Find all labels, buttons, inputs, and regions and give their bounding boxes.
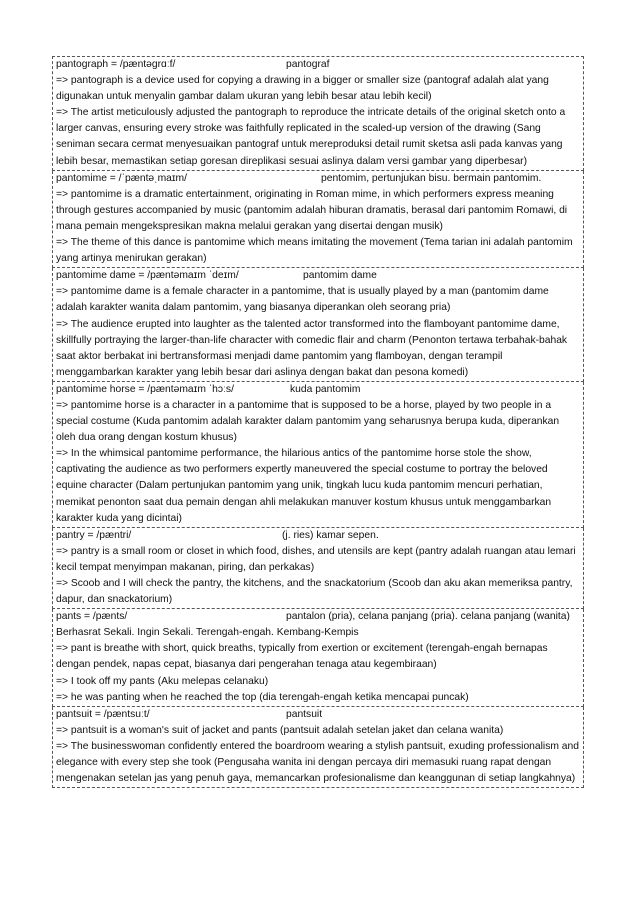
vocab-entry-pantomime-horse <box>52 382 584 528</box>
entry-term: pantomime dame = /pæntəmaɪm ˈdeɪm/ <box>56 270 239 282</box>
entry-example: => In the whimsical pantomime performance, the hilarious antics of the pantomime horse stole the show, captivating the audience as two performers expertly maneuvered the special costume to portray the beloved equine character (Dalam pertunjukan pantomim yang unik, tingkah lucu kuda pantomim mencuri perhatian, memikat penonton saat dua pemain dengan ahli melakukan manuver kostum khusus untuk menggambarkan karakter kuda yang dicintai) <box>56 448 552 524</box>
entry-example: => The businesswoman confidently entered the boardroom wearing a stylish pantsuit, exuding professionalism and elegance with every step she took (Pengusaha wanita ini dengan percaya diri memasuki ruang rapat dengan mengenakan setelan jas yang penuh gaya, memancarkan profesionalisme dan keanggunan di setiap langkahnya) <box>56 740 579 785</box>
vocab-entry-pantograph <box>52 56 584 171</box>
entry-translation: pantograf <box>286 59 330 70</box>
entry-heading <box>56 268 580 284</box>
entry-definition: => pantomime dame is a female character in a pantomime, that is usually played by a man (pantomim dame adalah karakter wanita dalam pantomim, yang biasanya diperankan oleh seorang pria) <box>56 286 549 314</box>
entry-translation: pantomim dame <box>303 270 377 282</box>
entry-term: pantomime = /ˈpæntəˌmaɪm/ <box>56 172 187 184</box>
entry-term: pantsuit = /pæntsuːt/ <box>56 708 150 720</box>
entry-term: pantograph = /pæntəgrɑːf/ <box>56 59 176 70</box>
entry-definition: => pant is breathe with short, quick breaths, typically from exertion or excitement (terengah-engah bernapas dengan pendek, napas cepat, biasanya dari pengerahan tenaga atau kegembiraan) <box>56 643 548 671</box>
entry-meaning: Berhasrat Sekali. Ingin Sekali. Terengah-engah. Kembang-Kempis <box>56 627 359 639</box>
vocab-entry-pantomime-dame <box>52 268 584 382</box>
vocabulary-page <box>52 56 584 788</box>
entry-example: => The audience erupted into laughter as the talented actor transformed into the flamboyant pantomime dame, skillfully portraying the larger-than-life character with comedic flair and charm (Penonton tertawa terbahak-bahak saat aktor berbakat ini bertransformasi menjadi dame pantomim yang flamboyan, dengan terampil menggambarkan karakter yang lebih besar dari aslinya dengan bakat dan pesona komedi) <box>56 318 568 378</box>
entry-translation: pentomim, pertunjukan bisu. bermain pantomim. <box>321 172 542 184</box>
entry-translation: (j. ries) kamar sepen. <box>282 529 379 541</box>
entry-heading <box>56 171 580 187</box>
entry-translation: pantsuit <box>286 708 323 720</box>
entry-definition: => pantograph is a device used for copying a drawing in a bigger or smaller size (pantograf adalah alat yang digunakan untuk menyalin gambar dalam ukuran yang lebih besar atau lebih kecil) <box>56 75 549 103</box>
entry-definition: => pantomime is a dramatic entertainment, originating in Roman mime, in which performers express meaning through gestures accompanied by music (pantomim adalah hiburan dramatis, berasal dari pantomim Romawi, di mana pemain mengekspresikan makna melalui gerakan yang disertai dengan musik) <box>56 188 568 232</box>
entry-term: pantomime horse = /pæntəmaɪm ˈhɔːs/ <box>56 383 234 395</box>
entry-example: => I took off my pants (Aku melepas celanaku) <box>56 675 269 687</box>
entry-example: => Scoob and I will check the pantry, the kitchens, and the snackatorium (Scoob dan aku akan memeriksa pantry, dapur, dan snackatorium) <box>56 578 573 606</box>
entry-example: => he was panting when he reached the top (dia terengah-engah ketika mencapai puncak) <box>56 691 469 703</box>
entry-heading <box>56 528 580 544</box>
entry-example: => The artist meticulously adjusted the pantograph to reproduce the intricate details of the original sketch onto a larger canvas, ensuring every stroke was faithfully replicated in the scaled-up version of the drawing (Sang seniman secara cermat menyesuaikan pantograf untuk mereproduksi detail rumit sketsa asli pada kanvas yang lebih besar, memastikan setiap goresan direplikasi sesuai aslinya dalam versi gambar yang diperbesar) <box>56 107 566 167</box>
entry-translation: kuda pantomim <box>290 383 361 395</box>
entry-translation: pantalon (pria), celana panjang (pria). celana panjang (wanita) <box>286 611 570 623</box>
entry-heading <box>56 707 580 723</box>
entry-heading <box>56 57 580 73</box>
entry-definition: => pantomime horse is a character in a pantomime that is supposed to be a horse, played by two people in a special costume (Kuda pantomim adalah karakter dalam pantomim yang seharusnya berupa kuda, diperankan oleh dua orang dengan kostum khusus) <box>56 399 560 444</box>
entry-heading <box>56 609 580 625</box>
vocab-entry-pantry <box>52 528 584 609</box>
entry-definition: => pantry is a small room or closet in which food, dishes, and utensils are kept (pantry adalah ruangan atau lemari kecil tempat menyimpan makanan, piring, dan perkakas) <box>56 545 576 573</box>
entry-term: pants = /pænts/ <box>56 611 128 623</box>
vocab-entry-pantsuit <box>52 707 584 788</box>
vocab-entry-pants <box>52 609 584 707</box>
entry-example: => The theme of this dance is pantomime which means imitating the movement (Tema tarian ini adalah pantomim yang artinya menirukan gerakan) <box>56 237 573 265</box>
entry-heading <box>56 382 580 398</box>
entry-definition: => pantsuit is a woman's suit of jacket and pants (pantsuit adalah setelan jaket dan celana wanita) <box>56 724 504 736</box>
entry-term: pantry = /pæntri/ <box>56 529 132 541</box>
vocab-entry-pantomime <box>52 171 584 269</box>
